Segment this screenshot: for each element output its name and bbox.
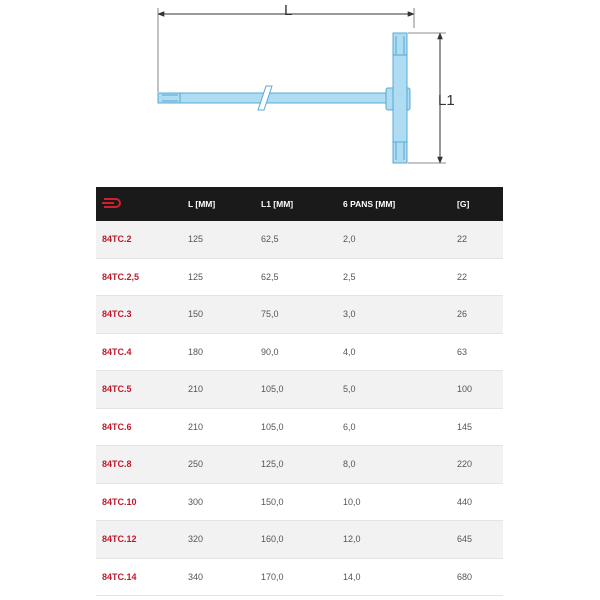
spec-table — [96, 187, 503, 596]
table-row — [96, 446, 503, 484]
weight-cell: 100 — [457, 384, 473, 395]
ref-cell: 84TC.10 — [102, 496, 137, 507]
weight-cell: 145 — [457, 421, 473, 432]
l1-cell: 170,0 — [261, 571, 284, 582]
length-label: L — [284, 2, 293, 19]
l-cell: 180 — [188, 346, 204, 357]
weight-cell: 440 — [457, 496, 473, 507]
weight-cell: 22 — [457, 234, 468, 245]
l1-cell: 105,0 — [261, 421, 284, 432]
ref-cell: 84TC.14 — [102, 571, 137, 582]
table-row — [96, 521, 503, 559]
tool-crossbar — [393, 33, 407, 163]
ref-cell: 84TC.5 — [102, 384, 132, 395]
header-l1: L1 [MM] — [261, 199, 294, 209]
l1-cell: 62,5 — [261, 271, 279, 282]
ref-cell: 84TC.8 — [102, 459, 132, 470]
pans-cell: 6,0 — [343, 421, 356, 432]
header-logo — [96, 187, 188, 221]
l-cell: 340 — [188, 571, 204, 582]
pans-cell: 5,0 — [343, 384, 356, 395]
l-cell: 125 — [188, 271, 204, 282]
l1-cell: 75,0 — [261, 309, 279, 320]
l1-cell: 150,0 — [261, 496, 284, 507]
ref-cell: 84TC.2,5 — [102, 271, 140, 282]
weight-cell: 220 — [457, 459, 473, 470]
pans-cell: 12,0 — [343, 534, 361, 545]
l-cell: 150 — [188, 309, 204, 320]
l1-cell: 125,0 — [261, 459, 284, 470]
l1-cell: 90,0 — [261, 346, 279, 357]
pans-cell: 10,0 — [343, 496, 361, 507]
table-row — [96, 221, 503, 258]
height-label: L1 — [438, 92, 455, 109]
l-cell: 250 — [188, 459, 204, 470]
pans-cell: 3,0 — [343, 309, 356, 320]
weight-cell: 680 — [457, 571, 473, 582]
weight-cell: 22 — [457, 271, 468, 282]
facom-logo-icon — [102, 198, 124, 208]
table-row — [96, 483, 503, 521]
header-l: L [MM] — [188, 199, 216, 209]
l-cell: 300 — [188, 496, 204, 507]
tool-shaft — [158, 93, 388, 103]
table-row — [96, 258, 503, 296]
weight-cell: 63 — [457, 346, 468, 357]
weight-cell: 26 — [457, 309, 468, 320]
table-row — [96, 296, 503, 334]
pans-cell: 2,5 — [343, 271, 356, 282]
l1-cell: 62,5 — [261, 234, 279, 245]
header-weight: [G] — [457, 199, 470, 209]
table-row — [96, 333, 503, 371]
table-row — [96, 558, 503, 596]
header-6-pans: 6 PANS [MM] — [343, 199, 396, 209]
l-cell: 320 — [188, 534, 204, 545]
ref-cell: 84TC.6 — [102, 421, 132, 432]
l1-cell: 105,0 — [261, 384, 284, 395]
table-header-row — [96, 187, 503, 221]
pans-cell: 2,0 — [343, 234, 356, 245]
l-cell: 210 — [188, 421, 204, 432]
table-row — [96, 408, 503, 446]
l1-cell: 160,0 — [261, 534, 284, 545]
weight-cell: 645 — [457, 534, 473, 545]
pans-cell: 4,0 — [343, 346, 356, 357]
ref-cell: 84TC.12 — [102, 534, 137, 545]
tool-diagram — [0, 0, 600, 180]
table-row — [96, 371, 503, 409]
l-cell: 210 — [188, 384, 204, 395]
pans-cell: 8,0 — [343, 459, 356, 470]
ref-cell: 84TC.3 — [102, 309, 132, 320]
ref-cell: 84TC.2 — [102, 234, 132, 245]
pans-cell: 14,0 — [343, 571, 361, 582]
ref-cell: 84TC.4 — [102, 346, 132, 357]
l-cell: 125 — [188, 234, 204, 245]
